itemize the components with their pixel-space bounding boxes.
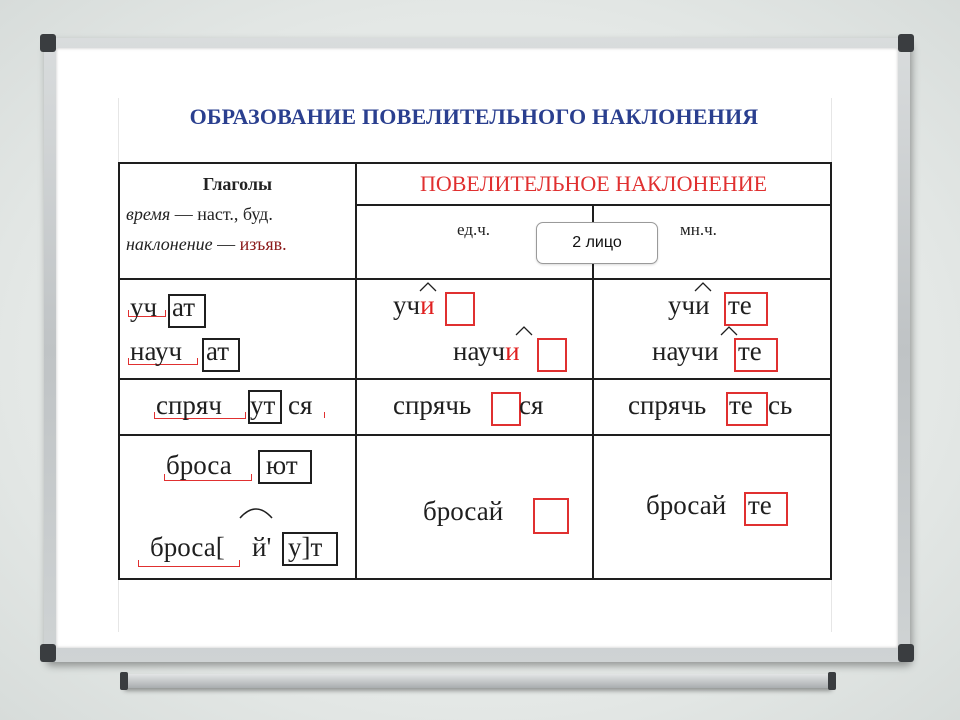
imperative-ending: те: [729, 390, 753, 420]
imperative-word: бросай: [646, 490, 727, 520]
row3-singular-cell: [356, 435, 593, 579]
empty-ending-box: [491, 392, 521, 426]
empty-ending-box: [445, 292, 475, 326]
row1-singular-cell: [356, 279, 593, 379]
row1-base-cell: [119, 279, 356, 379]
mood-label: наклонение: [126, 234, 213, 254]
verb-stem: броса[: [150, 532, 225, 562]
verb-ending: ат: [206, 336, 230, 366]
imperative-postfix: сь: [768, 390, 793, 420]
suffix-arc: [515, 326, 533, 336]
page-title: ОБРАЗОВАНИЕ ПОВЕЛИТЕЛЬНОГО НАКЛОНЕНИЯ: [189, 104, 759, 129]
imperative-suffix: и: [505, 336, 520, 366]
postfix-mark: [286, 412, 325, 418]
person-callout: 2 лицо: [536, 222, 658, 264]
imperative-ending: те: [748, 490, 772, 520]
verbs-title: Глаголы: [202, 174, 273, 194]
suffix-arc: [238, 502, 274, 520]
imperative-ending: те: [738, 336, 762, 366]
root-underline: [138, 560, 240, 567]
verb-ending: ют: [266, 450, 298, 480]
tense-value: — наст., буд.: [174, 204, 273, 224]
empty-ending-box: [537, 338, 567, 372]
imperative-header: ПОВЕЛИТЕЛЬНОЕ НАКЛОНЕНИЕ: [356, 163, 831, 205]
singular-label: ед.ч.: [457, 220, 491, 239]
verb-stem: броса: [166, 450, 232, 480]
imperative-word: бросай: [423, 496, 504, 526]
tense-label: время: [126, 204, 171, 224]
verb-ending: ут: [250, 390, 276, 420]
imperative-word: спрячь: [628, 390, 707, 420]
verb-ending: у]т: [288, 532, 323, 562]
plural-label: мн.ч.: [680, 220, 717, 239]
tray-end: [828, 672, 836, 690]
imperative-suffix: и: [420, 290, 435, 320]
row2-plural-cell: [593, 379, 831, 435]
verb-postfix: ся: [288, 390, 313, 420]
imperative-ending: те: [728, 290, 752, 320]
frame-corner: [898, 34, 914, 52]
mood-dash: —: [217, 234, 236, 254]
verb-stem: уч: [130, 292, 158, 322]
frame-corner: [40, 34, 56, 52]
root-underline: [164, 474, 252, 481]
marker-tray: [124, 674, 832, 688]
tense-line: [126, 204, 273, 225]
row3-plural-cell: [593, 435, 831, 579]
row3-base-cell: [119, 435, 356, 579]
verb-stem: спряч: [156, 390, 222, 420]
mood-value: изъяв.: [239, 234, 287, 254]
row2-base-cell: [119, 379, 356, 435]
imperative-word: научи: [652, 336, 719, 366]
suffix-arc: [720, 326, 738, 336]
frame-corner: [40, 644, 56, 662]
row1-plural-cell: [593, 279, 831, 379]
verb-stem-extra: й': [252, 532, 272, 562]
verb-stem: науч: [130, 336, 183, 366]
suffix-arc: [419, 282, 437, 292]
row2-singular-cell: [356, 379, 593, 435]
imperative-postfix: ся: [519, 390, 544, 420]
imperative-word: учи: [668, 290, 710, 320]
imperative-word: спрячь: [393, 390, 472, 420]
mood-line: [126, 234, 287, 255]
empty-ending-box: [533, 498, 569, 534]
imperative-table: [118, 162, 832, 580]
imperative-word: учи: [393, 290, 435, 320]
verbs-header-cell: [119, 163, 356, 279]
frame-corner: [898, 644, 914, 662]
tray-end: [120, 672, 128, 690]
imperative-word: научи: [453, 336, 520, 366]
verb-ending: ат: [172, 292, 196, 322]
